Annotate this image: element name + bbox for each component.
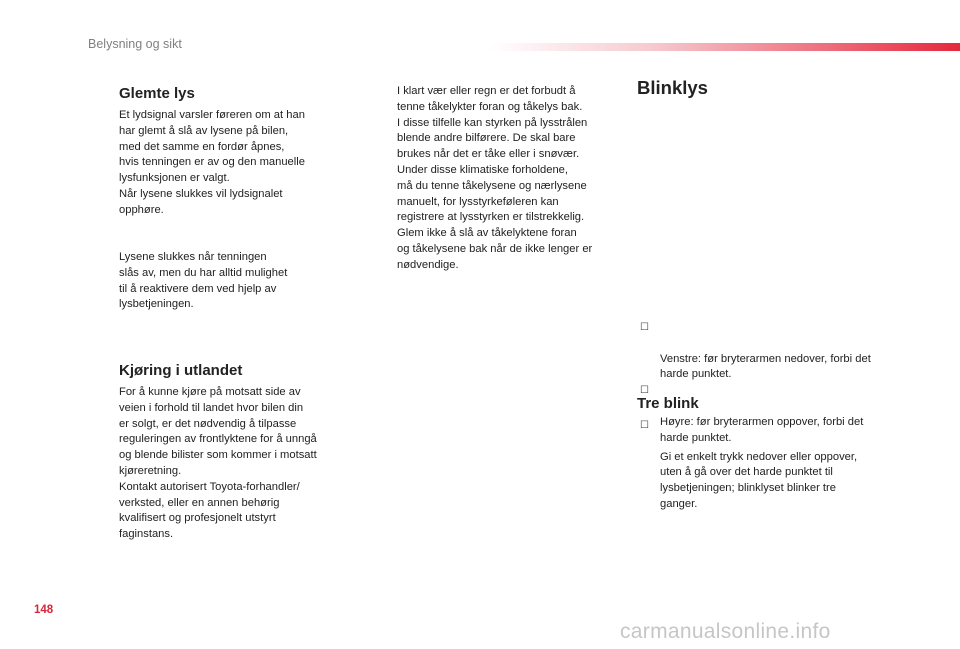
tre-blink-list [638,415,938,513]
list-item-text: Høyre: før bryterarmen oppover, forbi det harde punktet. [660,415,864,444]
heading-tre-blink: Tre blink [637,395,699,412]
header-accent-bar [490,43,960,51]
paragraph-kjoring-i-utlandet: For å kunne kjøre på motsatt side av veien i forhold til landet hvor bilen din er solgt, er det nødvendig å tilpasse reguleringen av frontlyktene for å unngå og blende bilister som kommer i motsatt kjøreretning. Kontakt autorisert Toyota-forhandler/ verksted, eller en annen behørig kvalifisert og profesjonelt utstyrt faginstans. [119,386,317,541]
list-item [638,320,938,383]
heading-blinklys: Blinklys [637,77,708,98]
list-item-text: Gi et enkelt trykk nedover eller oppover, uten å gå over det harde punktet til lysbetjeningen; blinklyset blinker tre ganger. [660,450,858,510]
watermark: carmanualsonline.info [620,620,831,643]
list-item [638,415,938,513]
checkbox-icon: ☐ [640,420,649,431]
paragraph-glemte-lys-1: Et lydsignal varsler føreren om at han har glemt å slå av lysene på bilen, med det samme en fordør åpnes, hvis tenningen er av og den manuelle lysfunksjonen er valgt. Når lysene slukkes vil lydsignalet opphøre. [119,109,305,216]
heading-glemte-lys: Glemte lys [119,85,195,102]
list-item-text: Venstre: før bryterarmen nedover, forbi det harde punktet. [660,352,871,381]
checkbox-icon: ☐ [640,385,649,397]
paragraph-take-lys: I klart vær eller regn er det forbudt å tenne tåkelykter foran og tåkelys bak. I disse tilfelle kan styrken på lysstrålen blende andre bilførere. De skal bare brukes når det er tåke eller i snøvær. Under disse klimatiske forholdene, må du tenne tåkelysene og nærlysene manuelt, for lysstyrkeføleren kan registrere at lysstyrken er tilstrekkelig. Glem ikke å slå av tåkelyktene foran og tåkelysene bak når de ikke lenger er nødvendige. [397,85,593,271]
checkbox-icon: ☐ [640,322,649,333]
section-header-title: Belysning og sikt [88,37,182,51]
page-number: 148 [34,604,54,616]
paragraph-glemte-lys-2: Lysene slukkes når tenningen slås av, men du har alltid mulighet til å reaktivere dem ved hjelp av lysbetjeningen. [119,251,288,311]
heading-kjoring-i-utlandet: Kjøring i utlandet [119,362,243,379]
